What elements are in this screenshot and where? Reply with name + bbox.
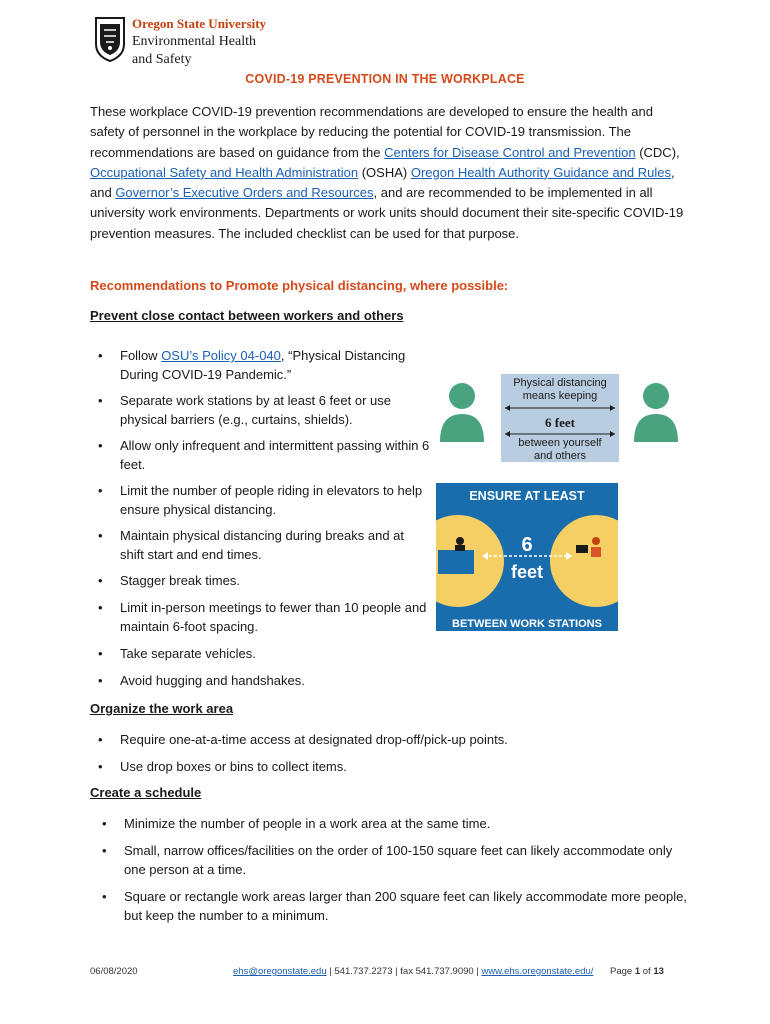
- list-item: • Separate work stations by at least 6 feet or use physical barriers (e.g., curtains, shields).: [90, 391, 430, 429]
- page-number: Page 1 of 13: [610, 966, 664, 977]
- list-item: • Stagger break times.: [90, 571, 430, 590]
- sign-line4: and others: [534, 450, 586, 462]
- intro-text-2: (CDC),: [635, 144, 680, 160]
- list-item: • Follow OSU’s Policy 04-040, “Physical Distancing During COVID-19 Pandemic.”: [90, 346, 430, 384]
- section-heading: Recommendations to Promote physical distancing, where possible:: [90, 278, 509, 293]
- org-name: Oregon State University: [132, 16, 267, 31]
- phone: 541.737.2273: [334, 966, 393, 977]
- oha-link[interactable]: Oregon Health Authority Guidance and Rules: [410, 164, 672, 180]
- list-item: • Avoid hugging and handshakes.: [90, 671, 430, 690]
- physical-distancing-graphic: [437, 372, 679, 464]
- sign-line1: Physical distancing: [513, 377, 607, 389]
- desk-left-icon: [438, 550, 474, 574]
- list-item: • Take separate vehicles.: [90, 644, 430, 663]
- person-right-icon: [634, 383, 678, 442]
- graphic-top-text: ENSURE AT LEAST: [469, 489, 585, 503]
- list-item: • Limit the number of people riding in elevators to help ensure physical distancing.: [90, 481, 430, 519]
- cdc-link[interactable]: Centers for Disease Control and Prevention: [384, 144, 636, 160]
- dept-name-line2: and Safety: [132, 52, 192, 67]
- sign-line3: between yourself: [518, 437, 602, 449]
- list-item: • Require one-at-a-time access at designated drop-off/pick-up points.: [90, 730, 690, 749]
- intro-text-3: (OSHA): [358, 164, 411, 180]
- governor-orders-link[interactable]: Governor’s Executive Orders and Resources: [115, 185, 374, 201]
- list-item: • Square or rectangle work areas larger than 200 square feet can likely accommodate more people, but keep the number to a minimum.: [94, 887, 690, 925]
- email-link[interactable]: ehs@oregonstate.edu: [233, 966, 327, 977]
- schedule-list: [94, 814, 690, 925]
- intro-text-1: These workplace COVID-19 prevention recommendations are developed to ensure the health and safety of personnel in the workplace by reducing the potential for COVID-19 transmission. The recommendations are based on guidance from the: [90, 104, 653, 160]
- intro-text-5: , and are recommended to be implemented in all university work environments. Departments or work units should document their site-specific COVID-19 prevention measures. The included checklist can be used for that purpose.: [90, 185, 684, 241]
- sign-distance: 6 feet: [545, 415, 575, 430]
- website-link[interactable]: www.ehs.oregonstate.edu/: [481, 966, 594, 977]
- graphic-number: 6: [521, 534, 533, 556]
- worker-right-icon: [592, 537, 600, 545]
- organize-list: [90, 730, 690, 776]
- footer-date: 06/08/2020: [90, 966, 138, 977]
- prevent-contact-heading: Prevent close contact between workers and others: [90, 308, 404, 323]
- prevent-contact-list: [90, 346, 430, 690]
- osu-seal-icon: [92, 14, 128, 62]
- osu-ehs-logo: [92, 14, 272, 70]
- list-item: • Use drop boxes or bins to collect items.: [90, 757, 690, 776]
- list-item: • Minimize the number of people in a work area at the same time.: [94, 814, 690, 833]
- graphic-bottom-text: BETWEEN WORK STATIONS: [452, 618, 602, 630]
- list-item: • Allow only infrequent and intermittent passing within 6 feet.: [90, 436, 430, 474]
- person-left-icon: [440, 383, 484, 442]
- work-stations-graphic: [436, 483, 618, 631]
- graphic-unit: feet: [510, 562, 544, 582]
- sign-line2: means keeping: [522, 390, 598, 402]
- schedule-heading: Create a schedule: [90, 785, 202, 800]
- list-item: • Small, narrow offices/facilities on the order of 100-150 square feet can likely accommodate only one person at a time.: [94, 841, 690, 879]
- worker-left-icon: [456, 537, 464, 545]
- dept-name-line1: Environmental Health: [132, 34, 257, 49]
- osha-link[interactable]: Occupational Safety and Health Administration: [90, 164, 359, 180]
- footer-contact: ehs@oregonstate.edu | 541.737.2273 | fax 541.737.9090 | www.ehs.oregonstate.edu/: [233, 966, 594, 977]
- fax: fax 541.737.9090: [400, 966, 474, 977]
- page-title: COVID-19 PREVENTION IN THE WORKPLACE: [245, 72, 525, 86]
- intro-text-4: , and: [90, 164, 675, 201]
- list-item: • Limit in-person meetings to fewer than 10 people and maintain 6-foot spacing.: [90, 598, 430, 636]
- organize-heading: Organize the work area: [90, 701, 234, 716]
- monitor-icon: [576, 545, 588, 553]
- list-item: • Maintain physical distancing during breaks and at shift start and end times.: [90, 526, 430, 564]
- osu-policy-link[interactable]: OSU’s Policy 04-040: [161, 348, 281, 363]
- intro-paragraph: [90, 102, 690, 244]
